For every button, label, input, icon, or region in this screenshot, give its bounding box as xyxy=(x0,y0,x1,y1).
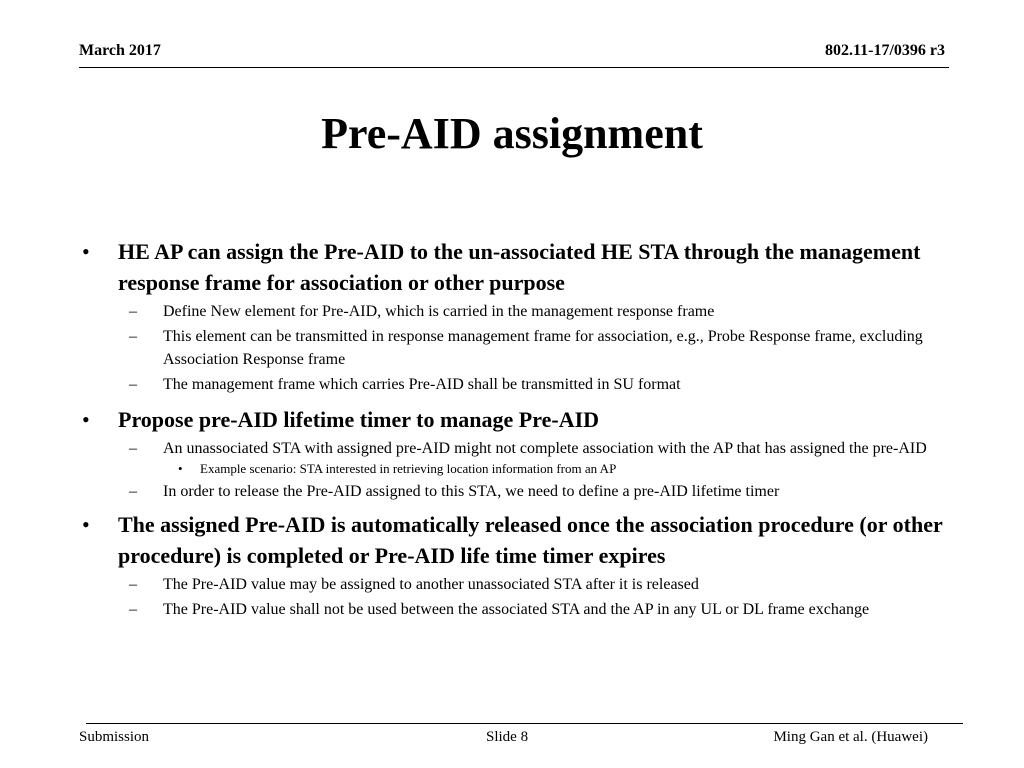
bullet-marker: • xyxy=(82,407,90,432)
dash-marker: – xyxy=(129,601,137,618)
slide-number: Slide 8 xyxy=(486,729,529,745)
header-date: March 2017 xyxy=(79,42,161,59)
dash-marker: – xyxy=(129,576,137,593)
bullet-2-text: Propose pre-AID lifetime timer to manage Pre-AID xyxy=(118,407,600,432)
sub-bullet-text: An unassociated STA with assigned pre-AID might not complete association with the AP that has assigned the pre-AID xyxy=(163,440,927,457)
sub-sub-bullet-2-1-1 xyxy=(74,460,954,478)
sub-bullet-3-2 xyxy=(74,598,954,621)
dash-marker: – xyxy=(129,303,137,320)
sub-bullet-text: In order to release the Pre-AID assigned to this STA, we need to define a pre-AID lifetime timer xyxy=(163,483,780,500)
sub-bullet-text: The Pre-AID value shall not be used between the associated STA and the AP in any UL or DL frame exchange xyxy=(163,601,870,618)
sub-sub-bullet-text: Example scenario: STA interested in retrieving location information from an AP xyxy=(200,461,617,476)
slide-title: Pre-AID assignment xyxy=(321,109,703,158)
dash-marker: – xyxy=(129,376,137,393)
sub-bullet-1-2 xyxy=(74,325,954,371)
header-divider xyxy=(79,67,949,68)
bullet-2 xyxy=(74,404,954,435)
slide-header xyxy=(79,42,945,66)
sub-bullet-text: The management frame which carries Pre-AID shall be transmitted in SU format xyxy=(163,376,681,393)
bullet-1-text: HE AP can assign the Pre-AID to the un-associated HE STA through the management response frame for association or other purpose xyxy=(118,239,921,295)
bullet-3-text: The assigned Pre-AID is automatically released once the association procedure (or other procedure) is completed or Pre-AID life time timer expires xyxy=(118,512,943,568)
dash-marker: – xyxy=(129,328,137,345)
bullet-marker: • xyxy=(82,512,90,537)
footer-author: Ming Gan et al. (Huawei) xyxy=(773,729,928,745)
small-bullet-marker: • xyxy=(178,461,183,476)
footer-submission: Submission xyxy=(79,729,150,745)
sub-bullet-text: This element can be transmitted in response management frame for association, e.g., Probe Response frame, excluding Association Response frame xyxy=(163,328,923,368)
bullet-1 xyxy=(74,236,954,298)
header-doc-id: 802.11-17/0396 r3 xyxy=(825,42,945,59)
sub-bullet-text: The Pre-AID value may be assigned to another unassociated STA after it is released xyxy=(163,576,699,593)
footer-divider xyxy=(86,723,963,724)
dash-marker: – xyxy=(129,483,137,500)
sub-bullet-2-2 xyxy=(74,480,954,503)
sub-bullet-2-1 xyxy=(74,437,954,460)
bullet-marker: • xyxy=(82,239,90,264)
sub-bullet-1-1 xyxy=(74,300,954,323)
sub-bullet-1-3 xyxy=(74,373,954,396)
dash-marker: – xyxy=(129,440,137,457)
sub-bullet-text: Define New element for Pre-AID, which is carried in the management response frame xyxy=(163,303,715,320)
sub-bullet-3-1 xyxy=(74,573,954,596)
bullet-3 xyxy=(74,509,954,571)
slide-body xyxy=(74,236,954,621)
